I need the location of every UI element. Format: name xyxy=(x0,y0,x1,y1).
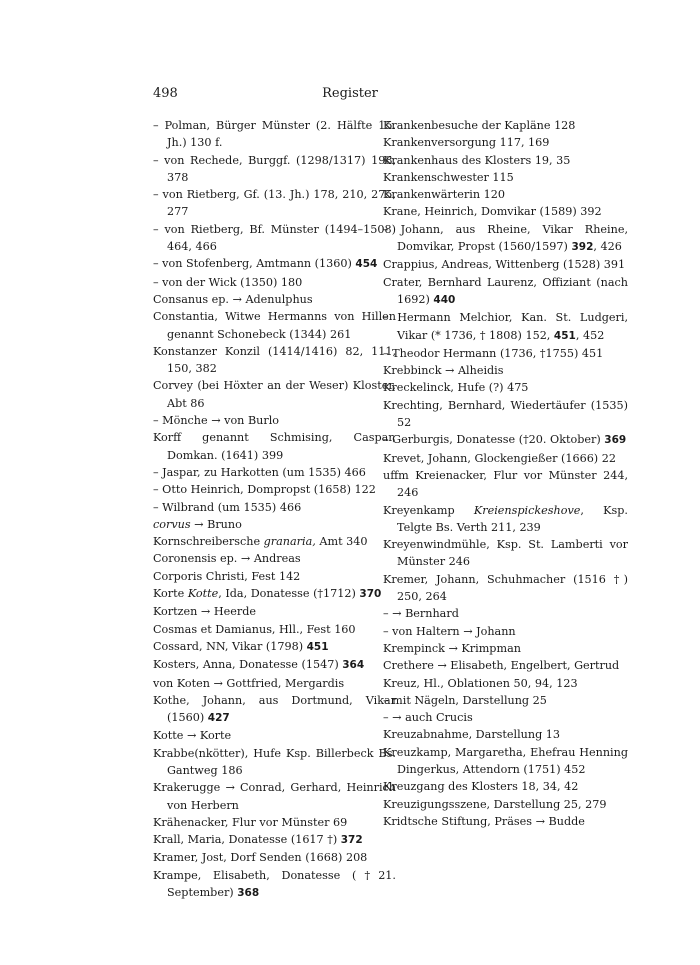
index-entry: Krankenversorgung 117, 169 xyxy=(383,136,550,150)
index-entry: – → auch Crucis xyxy=(383,711,473,725)
index-entry: Cosmas et Damianus, Hll., Fest 160 xyxy=(153,622,356,636)
index-entry: uffm Kreienacker, Flur vor Münster 244, 246 xyxy=(383,468,628,500)
index-entry: corvus → Bruno xyxy=(153,517,242,531)
index-entry: Crater, Bernhard Laurenz, Offiziant (nach 1692) 440 xyxy=(383,275,628,306)
index-column-left xyxy=(153,117,396,902)
index-entry: – Polman, Bürger Münster (2. Hälfte 15. Jh.) 130 f. xyxy=(153,119,396,150)
index-entry: Krankenwärterin 120 xyxy=(383,188,505,202)
index-entry: Kreyenwindmühle, Ksp. St. Lamberti vor Münster 246 xyxy=(383,538,628,569)
index-entry: Konstanzer Konzil (1414/1416) 82, 111, 150, 382 xyxy=(153,344,396,376)
index-entry: Krempinck → Krimpman xyxy=(383,641,521,655)
index-entry: von Koten → Gottfried, Mergardis xyxy=(153,676,345,690)
index-column-right xyxy=(383,117,628,830)
index-entry: – → Bernhard xyxy=(383,607,459,621)
page-number: 498 xyxy=(153,86,178,101)
index-entry: Crappius, Andreas, Wittenberg (1528) 391 xyxy=(383,258,626,272)
index-entry: – Gerburgis, Donatesse (†20. Oktober) 369 xyxy=(383,433,627,447)
index-entry: Krankenhaus des Klosters 19, 35 xyxy=(383,153,571,167)
index-entry: Kramer, Jost, Dorf Senden (1668) 208 xyxy=(153,851,368,865)
index-entry: Kotte → Korte xyxy=(153,729,232,743)
index-entry: Kosters, Anna, Donatesse (1547) 364 xyxy=(153,658,365,672)
index-entry: Kreuz, Hl., Oblationen 50, 94, 123 xyxy=(383,676,578,690)
index-entry: – Hermann Melchior, Kan. St. Ludgeri, Vikar (* 1736, † 1808) 152, 451, 452 xyxy=(383,311,628,342)
index-entry: Krankenbesuche der Kapläne 128 xyxy=(383,119,576,132)
index-entry: Coronensis ep. → Andreas xyxy=(153,552,301,566)
index-entry: – von Stofenberg, Amtmann (1360) 454 xyxy=(153,257,378,271)
index-entry: – von Rietberg, Gf. (13. Jh.) 178, 210, 275, 277 xyxy=(153,188,396,219)
index-entry: Kreckelinck, Hufe (?) 475 xyxy=(383,381,529,395)
index-entry: – mit Nägeln, Darstellung 25 xyxy=(383,693,547,707)
index-entry: Kreuzigungsszene, Darstellung 25, 279 xyxy=(383,797,607,811)
index-entry: Kreuzkamp, Margaretha, Ehefrau Henning Dingerkus, Attendorn (1751) 452 xyxy=(383,745,628,776)
index-entry: – Johann, aus Rheine, Vikar Rheine, Domvikar, Propst (1560/1597) 392, 426 xyxy=(383,222,628,254)
index-entry: Krechting, Bernhard, Wiedertäufer (1535) 52 xyxy=(383,398,628,430)
index-entry: Cossard, NN, Vikar (1798) 451 xyxy=(153,639,329,653)
index-entry: Krane, Heinrich, Domvikar (1589) 392 xyxy=(383,205,602,219)
index-entry: Krabbe(nkötter), Hufe Ksp. Billerbeck Bs. Gantweg 186 xyxy=(153,746,396,777)
index-entry: – von der Wick (1350) 180 xyxy=(153,275,303,289)
index-entry: Krall, Maria, Donatesse (1617 †) 372 xyxy=(153,833,363,847)
index-entry: Krevet, Johann, Glockengießer (1666) 22 xyxy=(383,451,616,465)
index-entry: Krankenschwester 115 xyxy=(383,170,514,184)
index-entry: Kremer, Johann, Schuhmacher (1516 †) 250, 264 xyxy=(383,572,628,604)
index-entry: Kornschreibersche granaria, Amt 340 xyxy=(153,535,368,549)
index-entry: – Mönche → von Burlo xyxy=(153,414,280,428)
index-entry: Krampe, Elisabeth, Donatesse (†21. September) 368 xyxy=(153,868,396,900)
index-entry: – Wilbrand (um 1535) 466 xyxy=(153,500,302,514)
index-entry: – Otto Heinrich, Dompropst (1658) 122 xyxy=(153,483,376,497)
index-entry: – von Haltern → Johann xyxy=(383,624,516,638)
index-entry: Corvey (bei Höxter an der Weser) Kloster, Abt 86 xyxy=(153,379,396,410)
index-entry: Crethere → Elisabeth, Engelbert, Gertrud xyxy=(383,659,620,673)
index-entry: Corporis Christi, Fest 142 xyxy=(153,569,301,583)
index-entry: – von Rietberg, Bf. Münster (1494–1508) 464, 466 xyxy=(153,222,396,254)
index-entry: Krähenacker, Flur vor Münster 69 xyxy=(153,815,348,829)
index-entry: – Theodor Hermann (1736, †1755) 451 xyxy=(383,346,604,360)
index-entry: Kridtsche Stiftung, Präses → Budde xyxy=(383,814,585,828)
index-entry: Korff genannt Schmising, Caspar, Domkan. (1641) 399 xyxy=(153,431,396,462)
index-entry: Consanus ep. → Adenulphus xyxy=(153,292,313,306)
index-entry: Krakerugge → Conrad, Gerhard, Heinrich von Herbern xyxy=(153,781,396,812)
index-entry: Kreyenkamp Kreienspickeshove, Ksp. Telgte Bs. Verth 211, 239 xyxy=(383,503,628,534)
index-entry: Kreuzgang des Klosters 18, 34, 42 xyxy=(383,780,579,794)
index-entry: Kothe, Johann, aus Dortmund, Vikar (1560) 427 xyxy=(153,693,396,725)
index-entry: – Jaspar, zu Harkotten (um 1535) 466 xyxy=(153,465,366,479)
index-entry: Constantia, Witwe Hermanns von Hillen genannt Schonebeck (1344) 261 xyxy=(153,310,396,341)
index-entry: Kortzen → Heerde xyxy=(153,605,256,619)
index-entry: Krebbinck → Alheidis xyxy=(383,364,504,378)
index-entry: – von Rechede, Burggf. (1298/1317) 198, 378 xyxy=(153,153,396,184)
running-title: Register xyxy=(322,86,378,101)
index-entry: Kreuzabnahme, Darstellung 13 xyxy=(383,728,561,742)
index-entry: Korte Kotte, Ida, Donatesse (†1712) 370 xyxy=(153,587,382,601)
